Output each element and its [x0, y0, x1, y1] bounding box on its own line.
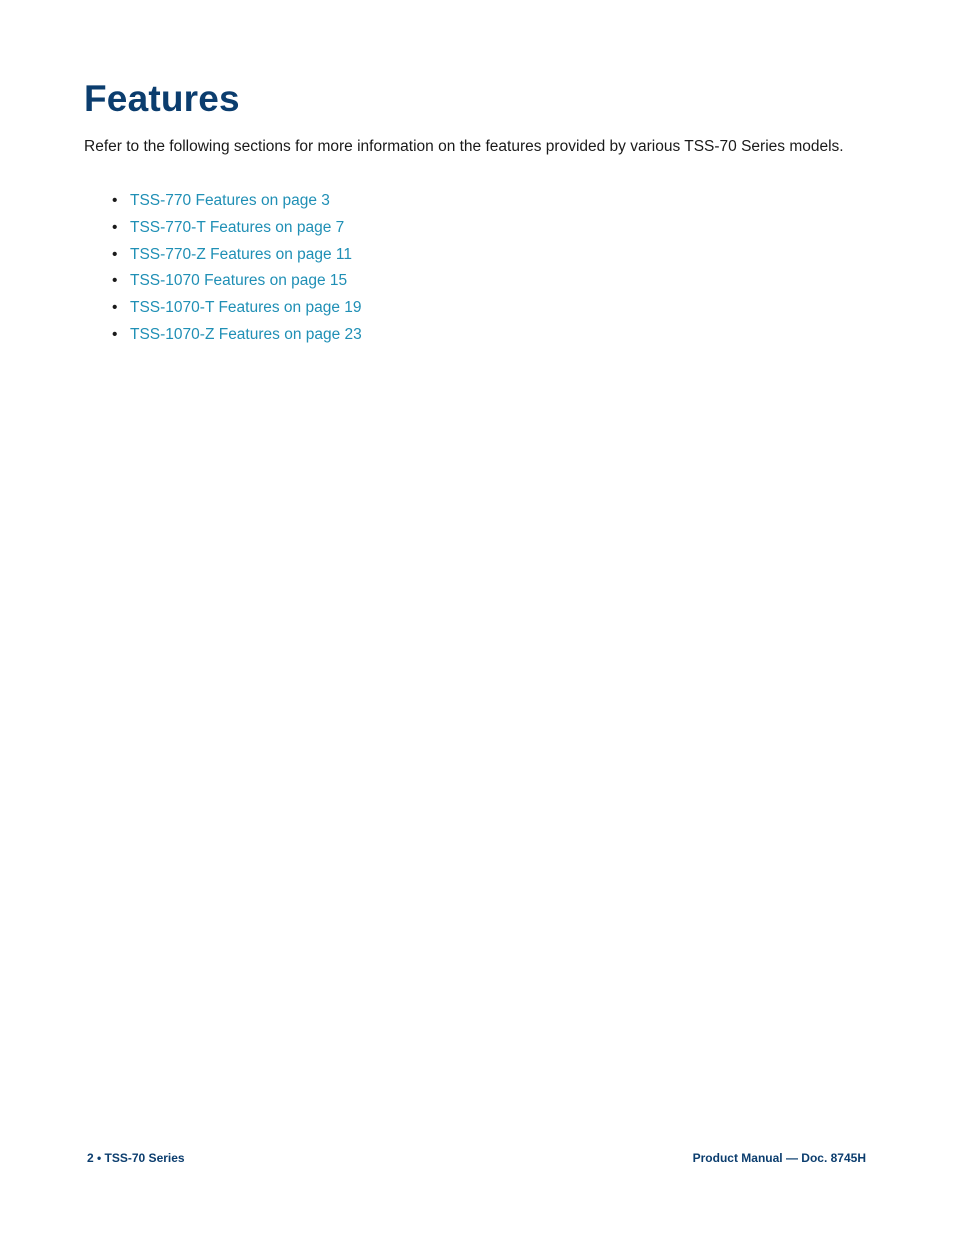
list-item — [112, 297, 362, 324]
bullet-icon: • — [112, 299, 118, 317]
bullet-icon: • — [112, 192, 118, 209]
bullet-icon: • — [112, 272, 118, 290]
footer-doc-id: Product Manual — Doc. 8745H — [692, 1151, 866, 1165]
list-item — [112, 270, 362, 297]
link-tss-770-t-features[interactable]: TSS-770-T Features on page 7 — [130, 218, 345, 236]
link-tss-770-features[interactable]: TSS-770 Features on page 3 — [130, 192, 330, 209]
link-tss-770-z-features[interactable]: TSS-770-Z Features on page 11 — [130, 245, 353, 263]
list-item — [112, 190, 362, 217]
page-title: Features — [84, 78, 240, 119]
list-item — [112, 244, 362, 271]
footer-page-number: 2 • TSS-70 Series — [87, 1151, 185, 1165]
bullet-icon: • — [112, 245, 118, 263]
feature-link-list — [112, 190, 362, 351]
list-item — [112, 217, 362, 244]
list-item — [112, 324, 362, 351]
link-tss-1070-features[interactable]: TSS-1070 Features on page 15 — [130, 272, 348, 290]
link-tss-1070-t-features[interactable]: TSS-1070-T Features on page 19 — [130, 299, 362, 317]
link-tss-1070-z-features[interactable]: TSS-1070-Z Features on page 23 — [130, 325, 362, 343]
bullet-icon: • — [112, 218, 118, 236]
intro-paragraph: Refer to the following sections for more information on the features provided by various TSS-70 Series models. — [84, 138, 844, 155]
bullet-icon: • — [112, 325, 118, 343]
